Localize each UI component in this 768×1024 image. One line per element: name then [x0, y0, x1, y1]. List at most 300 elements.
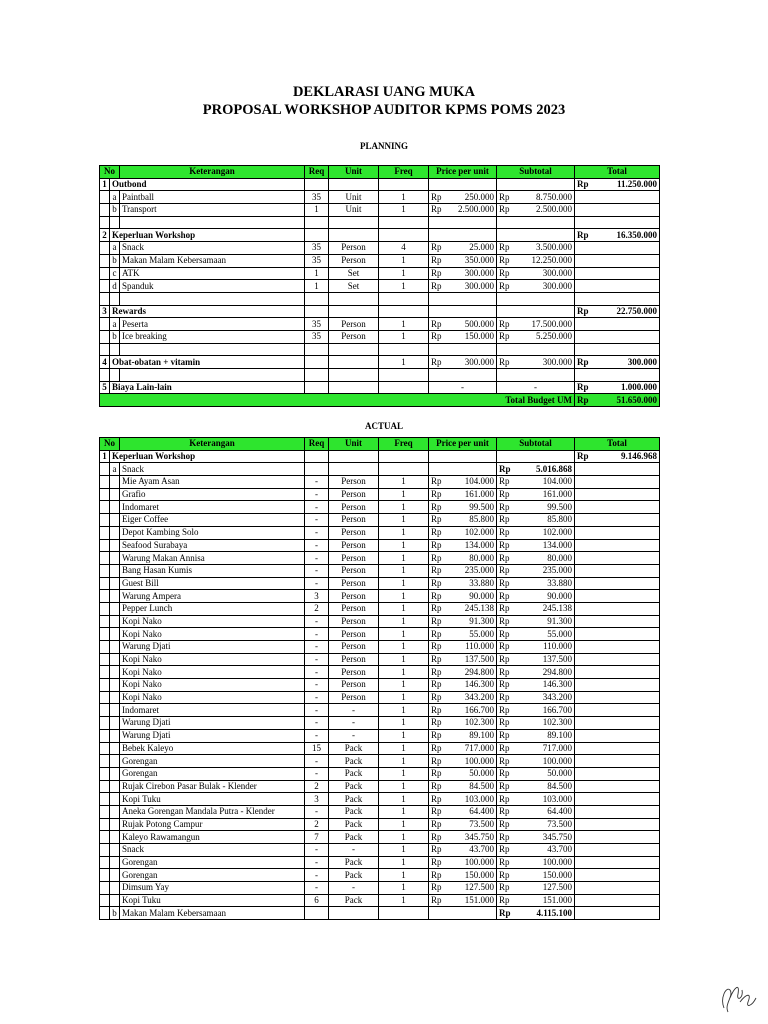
actual-description: Indomaret	[120, 501, 305, 514]
actual-freq: 1	[379, 526, 429, 539]
actual-freq: 1	[379, 729, 429, 742]
actual-subtotal: Rp 110.000	[497, 641, 575, 654]
actual-freq: 1	[379, 539, 429, 552]
actual-no	[100, 602, 110, 615]
actual-unit: Person	[329, 653, 379, 666]
actual-row	[100, 856, 660, 869]
actual-no	[100, 805, 110, 818]
actual-description: Rujak Potong Campur	[120, 818, 305, 831]
planning-row	[100, 318, 660, 331]
planning-price: Rp 150.000	[429, 330, 497, 343]
actual-row	[100, 831, 660, 844]
planning-req: 35	[305, 191, 329, 204]
planning-total: Rp 16.350.000	[575, 229, 660, 242]
actual-description: Seafood Surabaya	[120, 539, 305, 552]
actual-freq: 1	[379, 742, 429, 755]
actual-req: -	[305, 856, 329, 869]
planning-description: Transport	[120, 204, 305, 217]
actual-freq: 1	[379, 767, 429, 780]
actual-req: -	[305, 577, 329, 590]
planning-row	[100, 178, 660, 191]
planning-description: Rewards	[110, 305, 305, 318]
total-budget-row	[100, 394, 660, 407]
actual-description: Kaleyo Rawamangun	[120, 831, 305, 844]
actual-subtotal: Rp 245.138	[497, 602, 575, 615]
planning-empty-cell	[305, 343, 329, 356]
planning-description: Spanduk	[120, 280, 305, 293]
document-subtitle: PROPOSAL WORKSHOP AUDITOR KPMS POMS 2023	[202, 102, 566, 118]
actual-req: -	[305, 767, 329, 780]
actual-row	[100, 767, 660, 780]
planning-empty-cell	[110, 369, 120, 382]
actual-sub	[110, 514, 120, 527]
actual-req: -	[305, 882, 329, 895]
planning-freq	[379, 178, 429, 191]
actual-row	[100, 691, 660, 704]
actual-subtotal: Rp 99.500	[497, 501, 575, 514]
actual-subtotal: Rp 4.115.100	[497, 907, 575, 920]
actual-price: Rp 102.300	[429, 717, 497, 730]
actual-unit: Person	[329, 501, 379, 514]
actual-description: Guest Bill	[120, 577, 305, 590]
planning-empty-cell	[497, 369, 575, 382]
actual-no	[100, 856, 110, 869]
actual-no	[100, 488, 110, 501]
actual-total	[575, 501, 660, 514]
planning-empty-cell	[379, 216, 429, 229]
actual-price: Rp 80.000	[429, 552, 497, 565]
actual-subtotal: Rp 84.500	[497, 780, 575, 793]
actual-no	[100, 514, 110, 527]
actual-req: -	[305, 653, 329, 666]
actual-freq: 1	[379, 869, 429, 882]
actual-row	[100, 628, 660, 641]
actual-freq: 1	[379, 666, 429, 679]
actual-sub	[110, 564, 120, 577]
actual-freq: 1	[379, 476, 429, 489]
actual-unit: Person	[329, 628, 379, 641]
actual-description: Bebek Kaleyo	[120, 742, 305, 755]
col-header-price-per-unit: Price per unit	[429, 166, 497, 179]
col-header-subtotal: Subtotal	[497, 438, 575, 451]
col-header-keterangan: Keterangan	[120, 438, 305, 451]
actual-unit: -	[329, 729, 379, 742]
col-header-keterangan: Keterangan	[120, 166, 305, 179]
actual-total	[575, 717, 660, 730]
planning-empty-cell	[305, 369, 329, 382]
actual-sub	[110, 666, 120, 679]
planning-freq: 1	[379, 356, 429, 369]
planning-no: 4	[100, 356, 110, 369]
planning-empty-cell	[429, 216, 497, 229]
actual-unit	[329, 463, 379, 476]
actual-freq: 1	[379, 641, 429, 654]
col-header-freq: Freq	[379, 438, 429, 451]
planning-total	[575, 242, 660, 255]
planning-empty-cell	[100, 216, 110, 229]
actual-price: Rp 166.700	[429, 704, 497, 717]
actual-total	[575, 552, 660, 565]
actual-total	[575, 564, 660, 577]
actual-total	[575, 539, 660, 552]
planning-unit: Set	[329, 280, 379, 293]
planning-empty-cell	[329, 343, 379, 356]
actual-freq: 1	[379, 628, 429, 641]
actual-price: Rp 345.750	[429, 831, 497, 844]
actual-sub	[110, 805, 120, 818]
actual-description: Eiger Coffee	[120, 514, 305, 527]
actual-price	[429, 907, 497, 920]
actual-freq	[379, 907, 429, 920]
planning-price: Rp 300.000	[429, 280, 497, 293]
actual-req: -	[305, 679, 329, 692]
planning-price: Rp 2.500.000	[429, 204, 497, 217]
planning-sub: a	[110, 318, 120, 331]
planning-row	[100, 280, 660, 293]
planning-req: 35	[305, 318, 329, 331]
actual-req: -	[305, 666, 329, 679]
planning-empty-cell	[329, 216, 379, 229]
actual-table	[99, 437, 660, 920]
planning-no	[100, 280, 110, 293]
planning-empty-cell	[379, 292, 429, 305]
actual-total	[575, 615, 660, 628]
planning-freq: 1	[379, 267, 429, 280]
planning-description: Biaya Lain-lain	[110, 381, 305, 394]
planning-sub: b	[110, 330, 120, 343]
actual-unit: Pack	[329, 755, 379, 768]
actual-freq: 1	[379, 653, 429, 666]
actual-row	[100, 602, 660, 615]
planning-empty-cell	[110, 343, 120, 356]
actual-no	[100, 894, 110, 907]
actual-total	[575, 894, 660, 907]
actual-freq: 1	[379, 755, 429, 768]
actual-sub	[110, 704, 120, 717]
actual-subtotal: Rp 294.800	[497, 666, 575, 679]
actual-price: Rp 103.000	[429, 793, 497, 806]
actual-row	[100, 818, 660, 831]
actual-req: -	[305, 729, 329, 742]
actual-sub	[110, 831, 120, 844]
actual-freq: 1	[379, 805, 429, 818]
actual-price	[429, 463, 497, 476]
actual-req: -	[305, 615, 329, 628]
planning-freq: 1	[379, 191, 429, 204]
actual-req: 6	[305, 894, 329, 907]
actual-row	[100, 501, 660, 514]
actual-total	[575, 488, 660, 501]
planning-table	[99, 165, 660, 407]
planning-empty-cell	[379, 369, 429, 382]
planning-row	[100, 305, 660, 318]
actual-price: Rp 89.100	[429, 729, 497, 742]
planning-price	[429, 305, 497, 318]
planning-unit: Unit	[329, 204, 379, 217]
planning-empty-cell	[100, 292, 110, 305]
actual-description: Gorengan	[120, 869, 305, 882]
actual-unit: Pack	[329, 831, 379, 844]
actual-subtotal: Rp 137.500	[497, 653, 575, 666]
planning-total	[575, 254, 660, 267]
actual-subtotal: Rp 80.000	[497, 552, 575, 565]
actual-total	[575, 679, 660, 692]
actual-price: Rp 110.000	[429, 641, 497, 654]
actual-req: -	[305, 552, 329, 565]
col-header-price-per-unit: Price per unit	[429, 438, 497, 451]
planning-empty-cell	[329, 292, 379, 305]
actual-sub	[110, 856, 120, 869]
planning-price: Rp 300.000	[429, 356, 497, 369]
planning-no: 3	[100, 305, 110, 318]
actual-total	[575, 602, 660, 615]
planning-no	[100, 318, 110, 331]
actual-row	[100, 907, 660, 920]
actual-req: -	[305, 704, 329, 717]
actual-freq: 1	[379, 552, 429, 565]
planning-freq: 4	[379, 242, 429, 255]
col-header-no: No	[100, 438, 120, 451]
actual-unit: -	[329, 844, 379, 857]
actual-total	[575, 526, 660, 539]
actual-subtotal: Rp 102.000	[497, 526, 575, 539]
actual-no	[100, 628, 110, 641]
actual-sub	[110, 641, 120, 654]
total-budget-value: Rp 51.650.000	[575, 394, 660, 407]
actual-freq: 1	[379, 488, 429, 501]
actual-sub	[110, 501, 120, 514]
col-header-unit: Unit	[329, 166, 379, 179]
actual-sub	[110, 602, 120, 615]
actual-description: Warung Ampera	[120, 590, 305, 603]
actual-unit: Pack	[329, 793, 379, 806]
actual-price	[429, 450, 497, 463]
planning-empty-cell	[100, 343, 110, 356]
planning-price: Rp 250.000	[429, 191, 497, 204]
actual-unit: -	[329, 704, 379, 717]
actual-no	[100, 476, 110, 489]
actual-row	[100, 564, 660, 577]
actual-description: Kopi Tuku	[120, 793, 305, 806]
actual-no	[100, 463, 110, 476]
actual-freq	[379, 463, 429, 476]
planning-freq	[379, 229, 429, 242]
actual-price: Rp 99.500	[429, 501, 497, 514]
actual-no	[100, 717, 110, 730]
actual-unit: Person	[329, 615, 379, 628]
planning-description: Makan Malam Kebersamaan	[120, 254, 305, 267]
actual-row	[100, 729, 660, 742]
planning-req	[305, 356, 329, 369]
planning-unit	[329, 381, 379, 394]
actual-freq: 1	[379, 793, 429, 806]
actual-subtotal: Rp 89.100	[497, 729, 575, 742]
actual-freq	[379, 450, 429, 463]
actual-row	[100, 704, 660, 717]
planning-price: -	[429, 381, 497, 394]
actual-sub	[110, 679, 120, 692]
planning-sub: a	[110, 242, 120, 255]
planning-unit	[329, 229, 379, 242]
actual-no	[100, 793, 110, 806]
actual-price: Rp 50.000	[429, 767, 497, 780]
planning-req	[305, 229, 329, 242]
col-header-no: No	[100, 166, 120, 179]
planning-empty-cell	[497, 216, 575, 229]
actual-row	[100, 653, 660, 666]
planning-no	[100, 330, 110, 343]
planning-row	[100, 381, 660, 394]
actual-description: Warung Makan Annisa	[120, 552, 305, 565]
planning-description: Peserta	[120, 318, 305, 331]
actual-req: -	[305, 755, 329, 768]
planning-price: Rp 300.000	[429, 267, 497, 280]
actual-unit: Pack	[329, 894, 379, 907]
planning-sub: c	[110, 267, 120, 280]
actual-sub	[110, 894, 120, 907]
actual-no	[100, 882, 110, 895]
actual-sub	[110, 691, 120, 704]
actual-no	[100, 755, 110, 768]
actual-unit: Person	[329, 539, 379, 552]
actual-freq: 1	[379, 514, 429, 527]
planning-description: ATK	[120, 267, 305, 280]
actual-subtotal: Rp 146.300	[497, 679, 575, 692]
actual-total	[575, 742, 660, 755]
planning-row	[100, 330, 660, 343]
actual-row	[100, 844, 660, 857]
actual-row	[100, 869, 660, 882]
actual-price: Rp 150.000	[429, 869, 497, 882]
planning-req: 35	[305, 254, 329, 267]
actual-no: 1	[100, 450, 110, 463]
planning-row	[100, 191, 660, 204]
actual-unit: Person	[329, 679, 379, 692]
actual-price: Rp 100.000	[429, 755, 497, 768]
planning-row	[100, 204, 660, 217]
planning-row	[100, 356, 660, 369]
actual-sub	[110, 869, 120, 882]
actual-description: Gorengan	[120, 767, 305, 780]
planning-subtotal: Rp 17.500.000	[497, 318, 575, 331]
planning-empty-cell	[305, 216, 329, 229]
planning-no	[100, 191, 110, 204]
actual-freq: 1	[379, 717, 429, 730]
actual-total	[575, 907, 660, 920]
actual-subtotal: Rp 127.500	[497, 882, 575, 895]
actual-price: Rp 43.700	[429, 844, 497, 857]
actual-sub	[110, 767, 120, 780]
actual-no	[100, 641, 110, 654]
actual-row	[100, 755, 660, 768]
actual-total	[575, 729, 660, 742]
planning-row	[100, 292, 660, 305]
actual-row	[100, 514, 660, 527]
planning-sub: d	[110, 280, 120, 293]
actual-subtotal: Rp 343.200	[497, 691, 575, 704]
actual-description: Snack	[120, 844, 305, 857]
actual-subtotal: Rp 55.000	[497, 628, 575, 641]
actual-sub	[110, 742, 120, 755]
planning-empty-cell	[329, 369, 379, 382]
actual-total	[575, 767, 660, 780]
planning-subtotal: Rp 12.250.000	[497, 254, 575, 267]
actual-label: ACTUAL	[364, 421, 403, 431]
planning-unit: Person	[329, 254, 379, 267]
actual-subtotal: Rp 161.000	[497, 488, 575, 501]
planning-subtotal: Rp 3.500.000	[497, 242, 575, 255]
actual-price: Rp 245.138	[429, 602, 497, 615]
actual-subtotal: Rp 85.800	[497, 514, 575, 527]
actual-no	[100, 831, 110, 844]
actual-total	[575, 590, 660, 603]
actual-description: Gorengan	[120, 755, 305, 768]
planning-no: 5	[100, 381, 110, 394]
actual-total	[575, 780, 660, 793]
actual-total	[575, 463, 660, 476]
actual-subtotal: Rp 235.000	[497, 564, 575, 577]
actual-price: Rp 64.400	[429, 805, 497, 818]
actual-price: Rp 146.300	[429, 679, 497, 692]
planning-row	[100, 242, 660, 255]
col-header-freq: Freq	[379, 166, 429, 179]
actual-total	[575, 577, 660, 590]
actual-subtotal: Rp 103.000	[497, 793, 575, 806]
actual-price: Rp 235.000	[429, 564, 497, 577]
actual-price: Rp 33.880	[429, 577, 497, 590]
planning-label: PLANNING	[359, 141, 408, 151]
planning-empty-cell	[120, 216, 305, 229]
actual-subtotal: Rp 100.000	[497, 755, 575, 768]
actual-no	[100, 818, 110, 831]
planning-price	[429, 229, 497, 242]
actual-subtotal: Rp 151.000	[497, 894, 575, 907]
actual-row	[100, 780, 660, 793]
planning-req	[305, 305, 329, 318]
planning-empty-cell	[575, 369, 660, 382]
planning-no	[100, 267, 110, 280]
planning-description: Outbond	[110, 178, 305, 191]
actual-sub	[110, 590, 120, 603]
planning-no: 2	[100, 229, 110, 242]
planning-freq: 1	[379, 254, 429, 267]
actual-total	[575, 691, 660, 704]
actual-req: -	[305, 539, 329, 552]
actual-price: Rp 151.000	[429, 894, 497, 907]
actual-subtotal: Rp 104.000	[497, 476, 575, 489]
planning-req: 35	[305, 330, 329, 343]
actual-no	[100, 907, 110, 920]
actual-row	[100, 552, 660, 565]
actual-price: Rp 73.500	[429, 818, 497, 831]
planning-empty-cell	[110, 292, 120, 305]
actual-unit: Person	[329, 476, 379, 489]
actual-subtotal: Rp 90.000	[497, 590, 575, 603]
actual-total	[575, 805, 660, 818]
planning-description: Paintball	[120, 191, 305, 204]
actual-sub: a	[110, 463, 120, 476]
actual-total	[575, 793, 660, 806]
planning-empty-cell	[575, 343, 660, 356]
actual-freq: 1	[379, 818, 429, 831]
actual-subtotal: Rp 150.000	[497, 869, 575, 882]
planning-subtotal: Rp 300.000	[497, 280, 575, 293]
actual-row	[100, 679, 660, 692]
actual-row	[100, 882, 660, 895]
actual-description: Kopi Tuku	[120, 894, 305, 907]
actual-description: Rujak Cirebon Pasar Bulak - Klender	[120, 780, 305, 793]
actual-req	[305, 907, 329, 920]
